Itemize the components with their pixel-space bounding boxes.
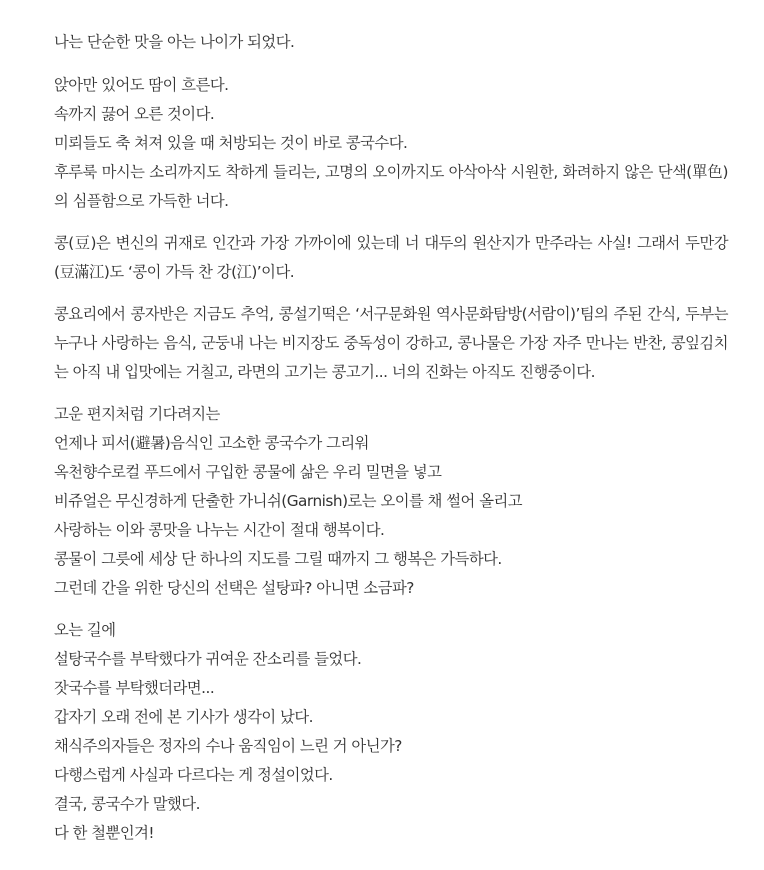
verse-1 (54, 71, 728, 216)
bean-paragraph: 콩(豆)은 변신의 귀재로 인간과 가장 가까이에 있는데 너 대두의 원산지가 만주라는 사실! 그래서 두만강(豆滿江)도 ‘콩이 가득 찬 강(江)’이다. (54, 234, 728, 281)
verse-2-line: 고운 편지처럼 기다려지는 (54, 405, 220, 423)
verse-2-line: 그런데 간을 위한 당신의 선택은 설탕파? 아니면 소금파? (54, 579, 414, 597)
verse-2-line: 콩물이 그릇에 세상 단 하나의 지도를 그릴 때까지 그 행복은 가득하다. (54, 550, 502, 568)
verse-3-line: 잣국수를 부탁했더라면... (54, 679, 215, 697)
verse-3-line: 결국, 콩국수가 말했다. (54, 795, 200, 813)
verse-1-line: 앉아만 있어도 땀이 흐른다. (54, 76, 229, 94)
verse-1-long-line: 후루룩 마시는 소리까지도 착하게 들리는, 고명의 오이까지도 아삭아삭 시원한, 화려하지 않은 단색(單色)의 심플함으로 가득한 너다. (54, 163, 728, 210)
verse-2 (54, 400, 728, 603)
intro-line: 나는 단순한 맛을 아는 나이가 되었다. (54, 33, 295, 51)
verse-1-line: 속까지 끓어 오른 것이다. (54, 105, 215, 123)
verse-3-line: 갑자기 오래 전에 본 기사가 생각이 났다. (54, 708, 313, 726)
verse-1-line: 미뢰들도 축 쳐져 있을 때 처방되는 것이 바로 콩국수다. (54, 134, 408, 152)
verse-3-line: 다행스럽게 사실과 다르다는 게 정설이었다. (54, 766, 333, 784)
intro-paragraph (54, 28, 728, 57)
verse-3-line: 채식주의자들은 정자의 수나 움직임이 느린 거 아닌가? (54, 737, 402, 755)
verse-2-line: 사랑하는 이와 콩맛을 나누는 시간이 절대 행복이다. (54, 521, 385, 539)
verse-3-line: 오는 길에 (54, 621, 116, 639)
verse-3-line: 설탕국수를 부탁했다가 귀여운 잔소리를 들었다. (54, 650, 362, 668)
verse-2-line: 비쥬얼은 무신경하게 단출한 가니쉬(Garnish)로는 오이를 채 썰어 올리고 (54, 492, 523, 510)
verse-2-line: 옥천향수로컬 푸드에서 구입한 콩물에 삶은 우리 밀면을 넣고 (54, 463, 442, 481)
verse-3 (54, 616, 728, 848)
verse-2-line: 언제나 피서(避暑)음식인 고소한 콩국수가 그리워 (54, 434, 369, 452)
dishes-paragraph: 콩요리에서 콩자반은 지금도 추억, 콩설기떡은 ‘서구문화원 역사문화탐방(서람이)’팀의 주된 간식, 두부는 누구나 사랑하는 음식, 군둥내 나는 비지장도 중독성이 강하고, 콩나물은 가장 자주 만나는 반찬, 콩잎김치는 아직 내 입맛에는 거칠고, 라면의 고기는 콩고기... 너의 진화는 아직도 진행중이다. (54, 305, 728, 381)
verse-3-line: 다 한 철뿐인겨! (54, 824, 155, 842)
